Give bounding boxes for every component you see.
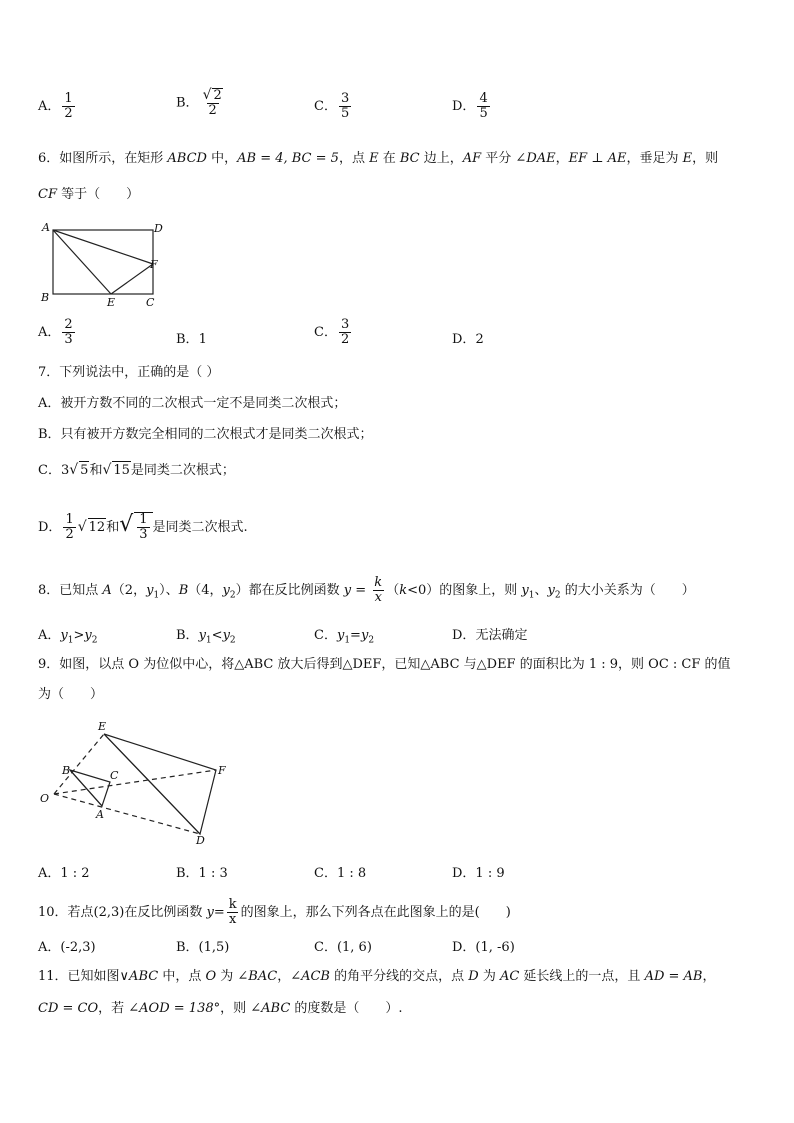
stem-text: 的大小关系为（ ） [560,583,695,598]
stem-text: 为 [216,969,238,984]
stem-text: 10．若点(2,3)在反比例函数 [38,905,207,920]
stem-text: 的图象上，那么下列各点在此图象上的是( ) [240,905,511,920]
numerator: 2 [64,317,73,332]
label-d: D [196,834,205,847]
stem-text: 的度数是（ ）. [290,1001,403,1016]
stem-text: 等于（ ） [56,187,140,202]
stem-text: ）都在反比例函数 [235,583,344,598]
math: y [336,628,345,643]
math: y [222,583,230,598]
fraction [62,92,74,121]
subscript: 1 [67,635,74,646]
radicand: 5 [80,463,89,478]
label-o: O [40,792,50,805]
option-letter: D． [38,520,62,535]
fraction [62,318,74,347]
math: AB = 4, BC = 5 [237,151,339,166]
math: BC [399,151,420,166]
option-value: 1 [198,332,207,347]
stem-text: ，垂足为 [626,151,683,166]
option-text: 是同类二次根式； [130,463,235,478]
math: ∠ACB [290,969,330,984]
q5-option-b [176,88,227,118]
fraction [63,513,75,542]
math: = [351,583,371,598]
math: k [399,583,408,598]
radicand: 15 [113,463,130,478]
question-number: 6． [38,151,60,166]
math: y [547,583,555,598]
q8-option-c [314,624,374,646]
denominator: x [374,590,382,605]
denominator: 2 [64,106,73,121]
radical-sign: √ [102,462,112,478]
q7-stem: 7．下列说法中，正确的是（ ） [38,365,220,380]
subscript: 2 [229,590,236,601]
stem-text: 为 [478,969,500,984]
denominator: 5 [340,106,350,121]
operator: < [211,628,223,643]
math: y [521,583,529,598]
radical-sign: √ [77,519,87,535]
stem-text: ，若 [98,1001,129,1016]
fraction [372,576,384,605]
q10-stem [38,898,511,927]
label-f: F [150,258,158,271]
option-letter: C． [38,463,61,478]
radical-sign: √ [202,87,212,103]
math: CF [38,187,57,202]
math: ∠AOD = 138° [128,1001,221,1016]
q6-rectangle-figure [40,220,170,312]
q9-homothety-figure [38,718,238,848]
fraction [339,92,351,121]
option-text: 是同类二次根式. [152,520,248,535]
stem-text: 中，点 [158,969,206,984]
q5-option-c [314,92,353,121]
q10-option-a: A．(-2,3) [38,940,96,955]
option-letter: B． [176,332,199,347]
option-text: 无法确定 [475,628,528,643]
radicand: 12 [88,520,106,535]
operator: > [73,628,85,643]
stem-text: <0）的图象上，则 [407,583,522,598]
stem-text: ，则 [692,151,719,166]
fraction [201,88,225,118]
coefficient: 3 [60,463,70,478]
q6-option-c [314,318,353,347]
denominator: 2 [65,527,74,542]
stem-text: （4， [188,583,223,598]
stem-text: ， [702,969,716,984]
subscript: 2 [368,635,375,646]
q9-option-d: D．1 : 9 [452,866,505,881]
label-c: C [146,296,155,309]
math: y [222,628,230,643]
q7-option-c [38,461,235,480]
option-letter: C． [314,99,337,114]
fraction [227,898,239,927]
fraction [477,92,489,121]
option-letter: B． [176,95,199,111]
math: AF [462,151,482,166]
radical-sign: √ [69,462,79,478]
math: O [205,969,217,984]
option-letter: C． [314,628,337,643]
subscript: 2 [554,590,561,601]
stem-text: 延长线上的一点，且 [519,969,645,984]
stem-text: 在 [378,151,400,166]
math: E [369,151,379,166]
label-d: D [154,222,163,235]
label-e: E [98,720,107,733]
q9-option-b: B．1 : 3 [176,866,228,881]
operator: = [350,628,361,643]
denominator: 3 [64,332,73,347]
option-letter: A． [38,325,61,340]
math: y [60,628,68,643]
math: A [102,583,112,598]
math: y [206,905,214,920]
q9-stem-line2: 为（ ） [38,687,104,702]
stem-text: 、 [534,583,548,598]
q8-option-d [452,624,527,643]
math: y [198,628,206,643]
option-letter: B． [176,628,199,643]
math: AD = AB [644,969,703,984]
denominator: x [229,912,237,927]
q6-option-b [176,328,207,347]
math: CD = CO [38,1001,99,1016]
option-value: 2 [475,332,484,347]
q9-option-c: C．1 : 8 [314,866,367,881]
subscript: 1 [528,590,535,601]
q10-option-c: C．(1, 6) [314,940,372,955]
option-letter: D． [452,332,476,347]
math: y [360,628,369,643]
q8-stem [38,576,695,605]
label-e: E [107,296,116,309]
math: AC [499,969,520,984]
q6-stem-line2 [38,186,139,204]
subscript: 2 [229,635,236,646]
stem-text: ）、 [159,583,179,598]
option-letter: D． [452,99,476,114]
numerator: k [228,897,237,912]
numerator: 3 [340,91,350,106]
q11-stem-line2 [38,1000,403,1018]
math: y [84,628,92,643]
math: ABCD [167,151,207,166]
label-a: A [96,808,104,821]
q10-option-b: B．(1,5) [176,940,230,955]
subscript: 1 [153,590,160,601]
math: B [178,583,189,598]
q11-stem-line1 [38,968,716,986]
numerator: 1 [64,91,73,106]
math: EF ⊥ AE [568,151,627,166]
label-c: C [110,769,119,782]
q7-option-b: B．只有被开方数完全相同的二次根式才是同类二次根式； [38,427,373,442]
stem-text: 边上， [419,151,463,166]
q7-option-d [38,512,248,542]
stem-text: 的角平分线的交点，点 [329,969,469,984]
q5-option-a [38,92,77,121]
denominator: 5 [479,106,488,121]
q8-option-b [176,624,236,646]
denominator: 3 [139,527,148,542]
stem-text: ，点 [338,151,370,166]
radicand [134,512,152,542]
math: y [146,583,154,598]
stem-text: 中， [206,151,238,166]
radical-sign: √ [119,512,134,537]
q9-stem-line1: 9．如图，以点 O 为位似中心，将△ABC 放大后得到△DEF，已知△ABC 与△DEF 的面积比为 1 : 9，则 OC : CF 的值 [38,657,731,672]
label-f: F [218,764,226,777]
fraction [339,318,351,347]
option-letter: A． [38,99,61,114]
subscript: 1 [205,635,212,646]
option-letter: D． [452,628,476,643]
numerator: 1 [139,512,148,527]
q6-stem-line1 [38,150,718,168]
math: = [213,905,225,920]
q5-option-d [452,92,492,121]
fraction [137,513,149,542]
numerator: k [374,575,383,590]
subscript: 1 [344,635,351,646]
stem-text: 11．已知如图 [38,969,120,984]
math: ∠DAE [515,151,556,166]
radicand: 2 [213,88,222,103]
numerator: 1 [65,512,74,527]
q6-option-a [38,318,77,347]
conjunction: 和 [106,520,120,535]
stem-text: （2， [111,583,147,598]
option-letter: A． [38,628,61,643]
numerator: 4 [479,91,488,106]
q8-option-a [38,624,97,646]
option-letter: C． [314,325,337,340]
stem-text: 如图所示，在矩形 [59,151,168,166]
stem-text: 平分 [481,151,516,166]
label-b: B [41,291,50,304]
q9-option-a: A．1 : 2 [38,866,90,881]
label-b: B [62,764,71,777]
stem-text: ， [555,151,569,166]
math: D [468,969,479,984]
math: ∠BAC [237,969,278,984]
q6-option-d [452,328,484,347]
math: y [343,583,352,598]
stem-text: 8．已知点 [38,583,103,598]
stem-text: ，则 [220,1001,251,1016]
math: ∠ABC [250,1001,291,1016]
stem-text: ， [277,969,291,984]
denominator: 2 [340,332,350,347]
numerator [201,88,225,103]
math: E [682,151,693,166]
subscript: 2 [91,635,98,646]
q10-option-d: D．(1, -6) [452,940,515,955]
q7-option-a: A．被开方数不同的二次根式一定不是同类二次根式； [38,396,347,411]
numerator: 3 [340,317,350,332]
denominator: 2 [208,103,217,118]
stem-text: （ [386,583,400,598]
math: ∨ABC [119,969,159,984]
label-a: A [42,221,50,234]
conjunction: 和 [89,463,103,478]
